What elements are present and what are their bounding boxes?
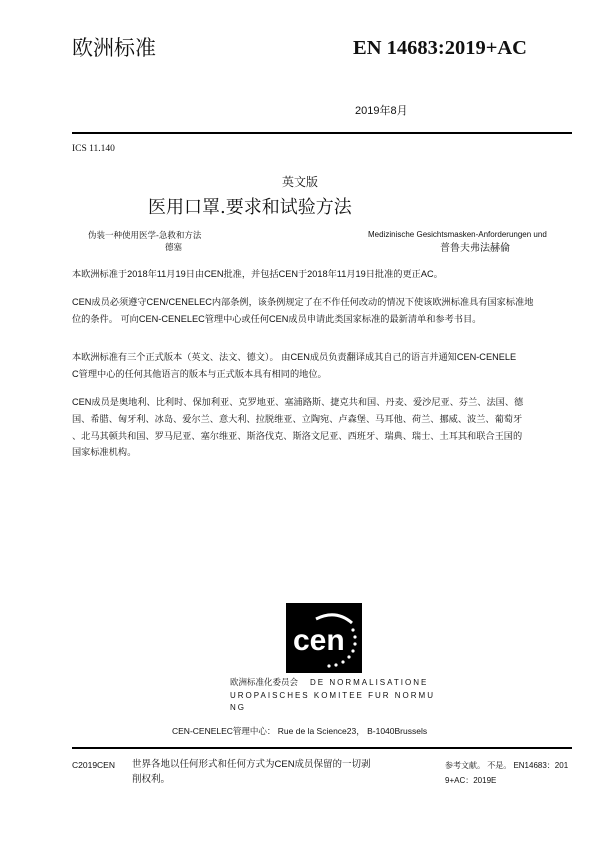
paragraph-line: 国、希腊、匈牙利、冰岛、爱尔兰、意大利、拉脱维亚、立陶宛、卢森堡、马耳他、荷兰、挪威、波兰、葡萄牙 — [72, 413, 523, 424]
publication-date: 2019年8月 — [355, 105, 408, 117]
paragraph-members — [72, 394, 523, 461]
alt-title-right-line-1: Medizinische Gesichtsmasken-Anforderungen und — [368, 230, 547, 239]
logo-star-icon — [353, 642, 356, 645]
rights-line: 削权利。 — [132, 774, 171, 785]
logo-caption — [230, 676, 435, 715]
rights-line: 世界各地以任何形式和任何方式为CEN成员保留的一切剥 — [132, 759, 371, 770]
document-title: 医用口罩.要求和试验方法 — [148, 197, 352, 218]
logo-caption-line: UROPAISCHES KOMITEE FUR NORMU — [230, 690, 435, 700]
logo-caption-cjk: 欧洲标准化委员会 — [230, 677, 299, 687]
cen-logo — [286, 603, 362, 673]
paragraph-line: 本欧洲标准于2018年11月19日由CEN批准，并包括CEN于2018年11月19日批准的更正AC。 — [72, 269, 443, 279]
reference-number — [445, 758, 568, 788]
language-version: 英文版 — [281, 175, 318, 189]
paragraph-line: 位的条件。 可向CEN-CENELEC管理中心或任何CEN成员申请此类国家标准的最新清单和参考书目。 — [72, 313, 482, 324]
logo-star-icon — [351, 628, 354, 631]
reference-line: 参考文献。 不是。 EN14683：201 — [445, 761, 569, 770]
logo-star-icon — [327, 664, 330, 667]
logo-wordmark: cen — [293, 624, 345, 657]
paragraph-line: C管理中心的任何其他语言的版本与正式版本具有相同的地位。 — [72, 368, 327, 379]
logo-caption-line: NG — [230, 703, 246, 712]
rights-statement — [132, 757, 371, 787]
paragraph-approval — [72, 266, 443, 283]
logo-star-icon — [341, 660, 344, 663]
paragraph-line: CEN成员是奥地利、比利时、保加利亚、克罗地亚、塞浦路斯、捷克共和国、丹麦、爱沙尼亚、芬兰、法国、德 — [72, 397, 524, 407]
reference-line: 9+AC：2019E — [445, 776, 497, 785]
paragraph-line: 、北马其顿共和国、罗马尼亚、塞尔维亚、斯洛伐克、斯洛文尼亚、西班牙、瑞典、瑞士、土耳其和联合王国的 — [72, 430, 523, 441]
paragraph-line: 本欧洲标准有三个正式版本（英文、法文、德文）。 由CEN成员负责翻译成其自己的语言并通知CEN-CENELE — [72, 352, 517, 362]
paragraph-versions — [72, 349, 516, 383]
logo-star-icon — [351, 649, 354, 652]
alt-title-left-line-1: 伪装一种使用医学-急救和方法 — [88, 230, 202, 240]
logo-caption-line — [230, 676, 435, 690]
paragraph-line: CEN成员必须遵守CEN/CENELEC内部条例，该条例规定了在不作任何改动的情况下使该欧洲标准具有国家标准地 — [72, 297, 534, 307]
logo-star-icon — [334, 663, 337, 666]
bottom-divider — [72, 747, 572, 749]
ics-code: ICS 11.140 — [72, 144, 115, 154]
copyright-notice: C2019CEN — [72, 760, 115, 770]
paragraph-regulations — [72, 294, 533, 328]
alt-title-left-line-2: 德塞 — [165, 242, 183, 252]
top-divider — [72, 132, 572, 134]
standard-number: EN 14683:2019+AC — [353, 37, 527, 59]
logo-star-icon — [347, 655, 350, 658]
alt-title-right-line-2: 普鲁夫弗法赫倫 — [440, 243, 510, 254]
document-type-heading: 欧洲标准 — [72, 36, 156, 60]
paragraph-line: 国家标准机构。 — [72, 447, 137, 458]
management-centre-address: CEN-CENELEC管理中心： Rue de la Science23， B-1040Brussels — [172, 726, 428, 736]
logo-star-icon — [353, 635, 356, 638]
logo-caption-latin: DE NORMALISATIONE — [310, 678, 429, 687]
